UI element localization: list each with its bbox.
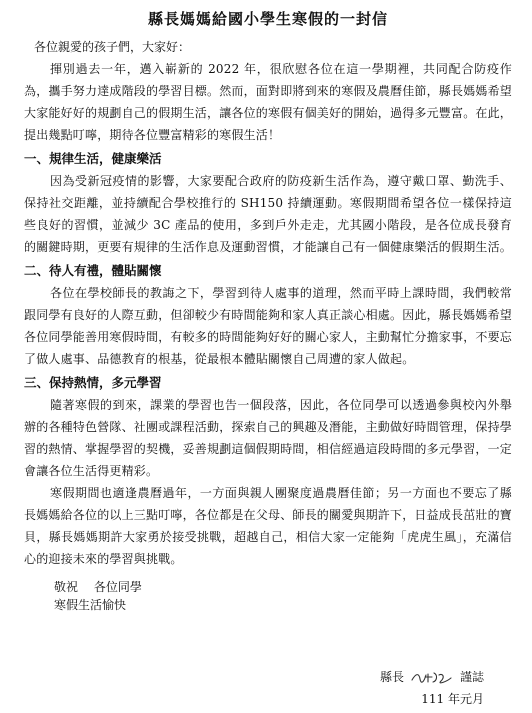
section-3 [24, 372, 512, 570]
intro-paragraph: 揮別過去一年，邁入嶄新的 2022 年，很欣慰各位在這一學期裡，共同配合防疫作為，攜手努力達成階段的學習目標。然而，面對即將到來的寒假及農曆佳節，縣長媽媽希望大家能好好的規劃自己的假期生活，讓各位的寒假有個美好的開始，過得多元豐富。在此，提出幾點叮嚀，期待各位豐富精彩的寒假生活！ [24, 62, 513, 142]
signature-block [380, 668, 484, 686]
handwritten-signature [410, 669, 454, 685]
closing-respect: 敬祝 [54, 580, 79, 594]
section-heading: 三、保持熱情，多元學習 [24, 375, 162, 390]
section-paragraph: 各位在學校師長的教誨之下，學習到待人處事的道理，然而平時上課時間，我們較常跟同學有良好的人際互動，但卻較少有時間能夠和家人真正談心相處。因此，縣長媽媽希望各位同學能善用寒假時間，有較多的時間能夠好好的關心家人，主動幫忙分擔家事，不要忘了做人處事、品德教育的根基，從最根本體貼關懷自己周遭的家人做起。 [24, 286, 513, 366]
section-paragraph: 隨著寒假的到來，課業的學習也告一個段落，因此，各位同學可以透過參與校內外舉辦的各種特色營隊、社團或課程活動，探索自己的興趣及潛能，主動做好時間管理，保持學習的熱情、掌握學習的契機，妥善規劃這個假期時間，相信經過這段時間的多元學習，一定會讓各位生活得更精彩。 [24, 398, 513, 478]
section-paragraph: 寒假期間也適逢農曆過年，一方面與親人團聚度過農曆佳節；另一方面也不要忘了縣長媽媽給各位的以上三點叮嚀，各位都是在父母、師長的關愛與期許下，日益成長茁壯的寶貝，縣長媽媽期許大家勇於接受挑戰，超越自己，相信大家一定能夠「虎虎生風」，充滿信心的迎接未來的學習與挑戰。 [24, 486, 513, 566]
signature-line [380, 668, 484, 686]
closing-respect-row [54, 578, 512, 596]
signature-prefix: 縣長 [379, 670, 404, 684]
section-2 [24, 260, 512, 370]
signature-suffix: 謹誌 [459, 670, 484, 684]
closing-block [54, 578, 512, 614]
letter-date: 111 年元月 [421, 692, 484, 706]
section-heading: 二、待人有禮，體貼關懷 [24, 263, 162, 278]
salutation: 各位親愛的孩子們，大家好： [34, 40, 191, 54]
closing-wish: 寒假生活愉快 [54, 598, 127, 612]
section-1 [24, 148, 512, 258]
letter-title: 縣長媽媽給國小學生寒假的一封信 [147, 10, 388, 28]
section-paragraph: 因為受新冠疫情的影響，大家要配合政府的防疫新生活作為，遵守戴口罩、勤洗手、保持社交距離，並持續配合學校推行的 SH150 持續運動。寒假期間希望各位一樣保持這些良好的習慣，並減少 3C 產品的使用，多到戶外走走，尤其國小階段，是各位成長發育的關鍵時期，更要有規律的生活作息及運動習慣，才能讓自己有一個健康樂活的假期生活。 [24, 174, 513, 254]
closing-addressee: 各位同學 [93, 580, 142, 594]
section-heading: 一、規律生活，健康樂活 [24, 151, 162, 166]
